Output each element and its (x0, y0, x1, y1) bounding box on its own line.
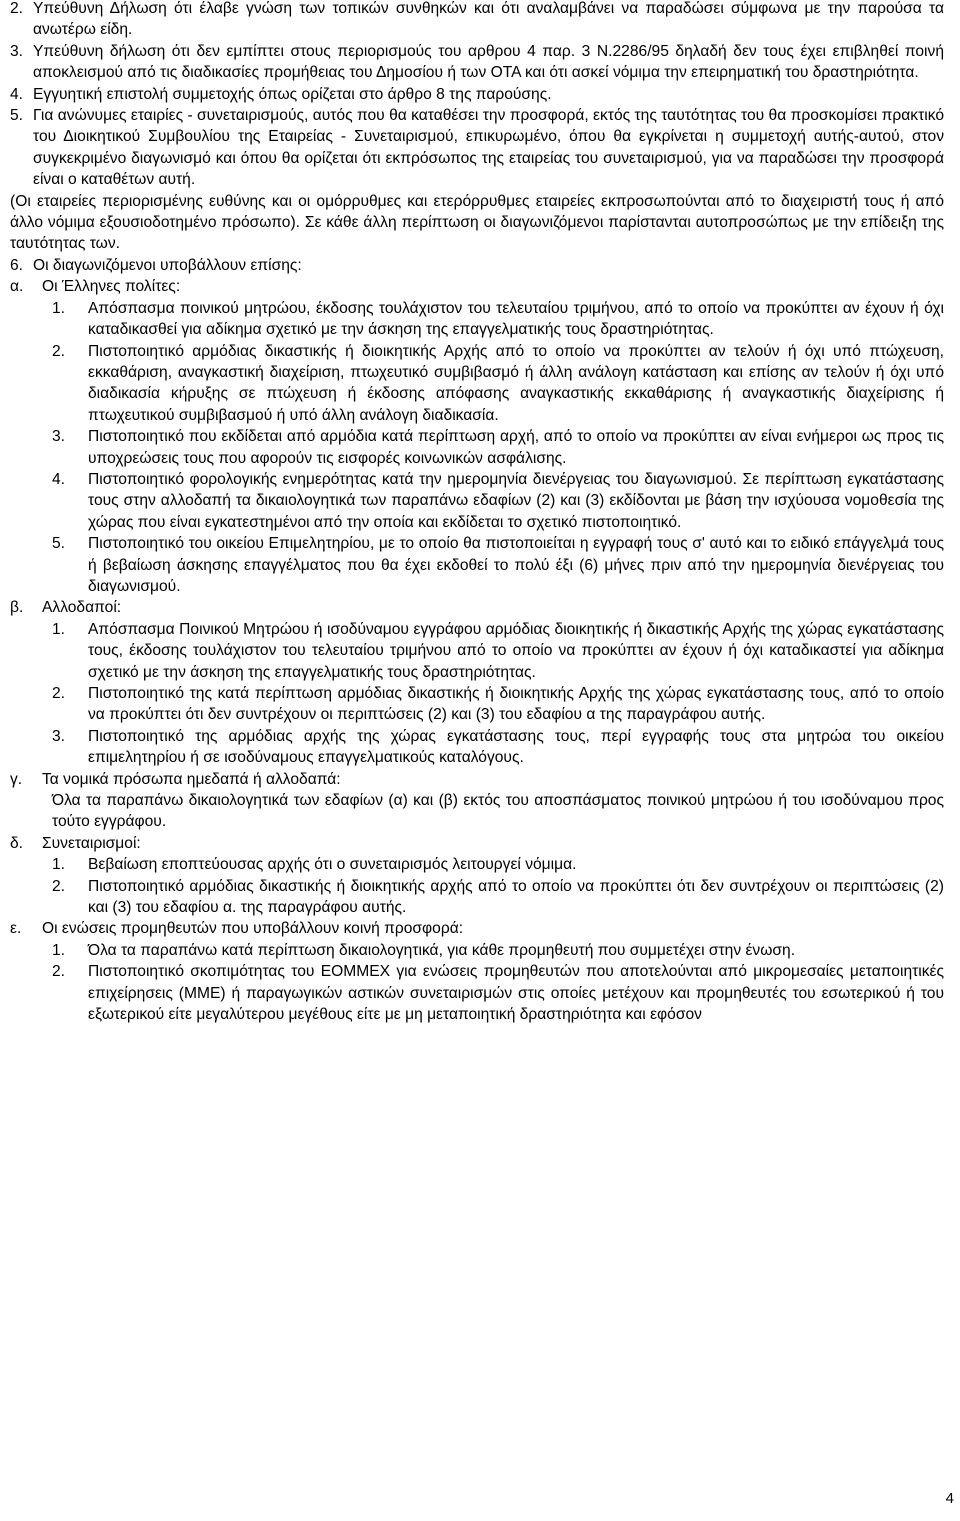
item-text: Όλα τα παραπάνω κατά περίπτωση δικαιολογητικά, για κάθε προμηθευτή που συμμετέχει στην ένωση. (88, 941, 796, 959)
item-text: Πιστοποιητικό του οικείου Επιμελητηρίου, με το οποίο θα πιστοποιείται η εγγραφή τους σ' αυτό και το ειδικό επάγγελμά τους ή βεβαίωση άσκησης επαγγέλματος που θα έχει εκδοθεί το πολύ έξι (6) μήνες πριν από την ημερομηνία διενέργειας του διαγωνισμού. (88, 535, 944, 595)
section-heading (10, 918, 944, 939)
item-text: Πιστοποιητικό της κατά περίπτωση αρμόδιας δικαστικής ή διοικητικής Αρχής της χώρας εγκατάστασης τους, από το οποίο να προκύπτει ότι δεν συντρέχουν οι περιπτώσεις (2) και (3) του εδαφίου α της παραγράφου αυτής. (88, 685, 944, 724)
section-title: Οι Έλληνες πολίτες: (42, 278, 181, 296)
list-item (52, 854, 944, 875)
item-text: Πιστοποιητικό της αρμόδιας αρχής της χώρας εγκατάστασης τους, περί εγγραφής τους στα μητρώα του οικείου επιμελητηρίου ή σε ισοδύναμους επαγγελματικούς καταλόγους. (88, 727, 944, 767)
section-title: Αλλοδαποί: (42, 599, 122, 617)
item-number: 1. (52, 856, 66, 874)
item-number: 3. (52, 727, 66, 745)
item-text: Απόσπασμα Ποινικού Μητρώου ή ισοδύναμου εγγράφου αρμόδιας διοικητικής ή δικαστικής Αρχής της χώρας εγκατάστασης τους, έκδοσης τουλάχιστον του τελευταίου τριμήνου από το οποίο να προκύπτει αν έχουν ή όχι καταδικαστεί για αδίκημα σχετικό με την άσκηση της επαγγελματικής τους δραστηριότητας. (88, 620, 944, 681)
item-number: 5. (10, 107, 24, 125)
item-text: Εγγυητική επιστολή συμμετοχής όπως ορίζεται στο άρθρο 8 της παρούσης. (33, 85, 552, 103)
list-item (52, 876, 944, 919)
list-item (52, 726, 944, 769)
item-text: Οι διαγωνιζόμενοι υποβάλλουν επίσης: (33, 256, 302, 274)
section-label: δ. (10, 834, 24, 852)
list-item (10, 41, 944, 84)
section-label: α. (10, 278, 24, 296)
item-number: 6. (10, 256, 24, 274)
section-label: β. (10, 599, 24, 617)
item-number: 4. (52, 470, 66, 488)
item-number: 2. (52, 685, 66, 702)
item-text: Πιστοποιητικό αρμόδιας δικαστικής ή διοικητικής αρχής από το οποίο να προκύπτει ότι δεν συντρέχουν οι περιπτώσεις (2) και (3) του εδαφίου α. της παραγράφου αυτής. (88, 877, 944, 917)
list-item (10, 0, 944, 41)
list-item (52, 533, 944, 597)
item-text: Πιστοποιητικό σκοπιμότητας του ΕΟΜΜΕΧ για ενώσεις προμηθευτών που αποτελούνται από μικρομεσαίες μεταποιητικές επιχείρησεις (ΜΜΕ) ή παραγωγικών αστικών συνεταιρισμών στις οποίες μετέχουν και προμηθευτές του εσωτερικού ή του εξωτερικού είτε μεγαλύτερου μεγέθους είτε με μη μεταποιητική δραστηριότητα και εφόσον (88, 963, 944, 1024)
item-text: Πιστοποιητικό φορολογικής ενημερότητας κατά την ημερομηνία διενέργειας του διαγωνισμού. Σε περίπτωση εγκατάστασης τους στην αλλοδαπή τα δικαιολογητικά των παραπάνω εδαφίων (2) και (3) εκδίδονται με βάση την ισχύουσα νομοθεσία της χώρας που είναι εγκατεστημένοι από την οποία και εκδίδεται το σχετικό πιστοποιητικό. (88, 470, 944, 531)
companies-paragraph: (Οι εταιρείες περιορισμένης ευθύνης και οι ομόρρυθμες και ετερόρρυθμες εταιρείες εκπροσωπούνται από το διαχειριστή τους ή από άλλο νόμιμα εξουσιοδοτημένο πρόσωπο). Σε κάθε άλλη περίπτωση οι διαγωνιζόμενοι παρίστανται αυτοπροσώπως με την επίδειξη της ταυτότητας των. (10, 192, 944, 253)
list-item (52, 940, 944, 961)
section-heading (10, 597, 944, 618)
list-item (52, 961, 944, 1025)
section-paragraph: Όλα τα παραπάνω δικαιολογητικά των εδαφίων (α) και (β) εκτός του αποσπάσματος ποινικού μητρώου ή του ισοδύναμου προς τούτο εγγράφου. (52, 792, 944, 831)
item-text: Πιστοποιητικό που εκδίδεται από αρμόδια κατά περίπτωση αρχή, από το οποίο να προκύπτει αν είναι ενήμεροι ως προς τις υποχρεώσεις τους που αφορούν τις εισφορές κοινωνικών ασφάλισης. (88, 428, 944, 467)
section-heading (10, 276, 944, 297)
item-number: 2. (10, 0, 24, 17)
item-text: Υπεύθυνη Δήλωση ότι έλαβε γνώση των τοπικών συνθηκών και ότι αναλαμβάνει να παραδώσει σύμφωνα με την παρούσα τα ανωτέρω είδη. (33, 0, 944, 39)
section-title: Οι ενώσεις προμηθευτών που υποβάλλουν κοινή προσφορά: (42, 920, 464, 938)
page-number: 4 (945, 1489, 954, 1507)
section-title: Τα νομικά πρόσωπα ημεδαπά ή αλλοδαπά: (42, 770, 341, 788)
item-number: 2. (52, 877, 66, 895)
section-heading (10, 769, 944, 790)
item-text: Για ανώνυμες εταιρίες - συνεταιρισμούς, αυτός που θα καταθέσει την προσφορά, εκτός της ταυτότητας του θα προσκομίσει πρακτικό του Διοικητικού Συμβουλίου της Εταιρείας - Συνεταιρισμού, επικυρωμένο, όπου θα εγκρίνεται η συμμετοχή αυτής-αυτού, στον συγκεκριμένο διαγωνισμό και όπου θα ορίζεται ότι εκπρόσωπος της εταιρείας του συνεταιρισμού, για να παραδώσει την προσφορά είναι ο καταθέτων αυτή. (33, 107, 944, 189)
item-number: 2. (52, 342, 66, 360)
section-label: ε. (10, 920, 22, 938)
document-body (10, 0, 944, 1026)
section-label: γ. (10, 770, 23, 788)
item-number: 5. (52, 535, 66, 553)
list-item (10, 84, 944, 105)
item-number: 1. (52, 620, 66, 638)
list-item (52, 341, 944, 427)
item-text: Υπεύθυνη δήλωση ότι δεν εμπίπτει στους περιορισμούς του αρθρου 4 παρ. 3 Ν.2286/95 δηλαδή δεν τους έχει επιβληθεί ποινή αποκλεισμού από τις διαδικασίες προμήθειας του Δημοσίου ή των ΟΤΑ και ότι ασκεί νόμιμα την επειρηματική του δραστηριότητα. (33, 42, 944, 82)
section-heading (10, 833, 944, 854)
list-item (52, 619, 944, 683)
item-number: 1. (52, 941, 66, 959)
list-item (52, 469, 944, 533)
list-item (52, 683, 944, 726)
list-item (10, 105, 944, 191)
item-text: Βεβαίωση εποπτεύουσας αρχής ότι ο συνεταιρισμός λειτουργεί νόμιμα. (88, 856, 577, 874)
list-item (52, 426, 944, 469)
item-text: Πιστοποιητικό αρμόδιας δικαστικής ή διοικητικής Αρχής από το οποίο να προκύπτει αν τελούν ή όχι υπό πτώχευση, εκκαθάριση, αναγκαστική διαχείριση, πτωχευτικό συμβιβασμό ή άλλη ανάλογη κατάσταση και επίσης αν τελούν ή όχι υπό διαδικασία κήρυξης σε πτώχευση ή έκδοσης απόφασης αναγκαστικής εκκαθάρισης ή αναγκαστικής διαχείρισης ή πτωχευτικού συμβιβασμού ή υπό άλλη ανάλογη διαδικασία. (88, 342, 944, 424)
section-title: Συνεταιρισμοί: (42, 834, 141, 852)
item-number: 3. (52, 428, 66, 446)
item-number: 3. (10, 42, 24, 60)
item-number: 2. (52, 963, 66, 981)
item-text: Απόσπασμα ποινικού μητρώου, έκδοσης τουλάχιστον του τελευταίου τριμήνου, από το οποίο να προκύπτει αν έχουν ή όχι καταδικασθεί για αδίκημα σχετικό με την άσκηση της επαγγελματικής τους δραστηριότητας. (88, 299, 944, 339)
list-item (10, 255, 944, 276)
list-item (52, 298, 944, 341)
item-number: 1. (52, 299, 66, 317)
item-number: 4. (10, 85, 24, 103)
